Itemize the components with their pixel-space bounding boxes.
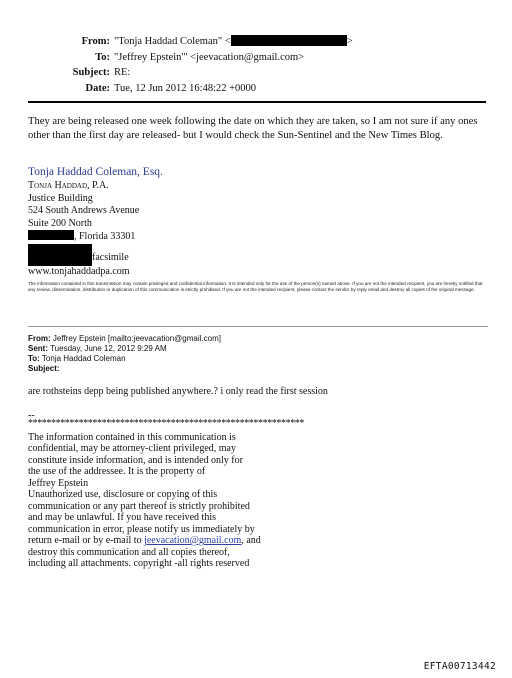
confidentiality-line: destroy this communication and all copies thereof, bbox=[28, 546, 230, 558]
confidentiality-notice bbox=[28, 432, 278, 569]
original-to-label: To: bbox=[28, 354, 40, 363]
confidentiality-line: and may be unlawful. If you have received this bbox=[28, 512, 216, 524]
from-label: From: bbox=[81, 36, 110, 47]
signature-website: www.tonjahaddadpa.com bbox=[28, 265, 130, 277]
signature-suite: Suite 200 North bbox=[28, 217, 92, 229]
original-to-value: Tonja Haddad Coleman bbox=[41, 354, 126, 363]
reply-body: They are being released one week following the date on which they are taken, so I am not sure if any ones other than the first day are released- but I would check the Sun-Sentinel and the New Times Blog. bbox=[28, 116, 478, 141]
confidentiality-line: Unauthorized use, disclosure or copying of this bbox=[28, 489, 218, 501]
original-from-row bbox=[28, 334, 221, 344]
original-from-value: Jeffrey Epstein [mailto:jeevacation@gmail.com] bbox=[52, 334, 221, 343]
to-label: To: bbox=[95, 51, 110, 63]
redaction-box bbox=[28, 244, 92, 266]
confidentiality-line: communication in error, please notify us immediately by bbox=[28, 523, 255, 535]
original-sent-label: Sent: bbox=[28, 344, 48, 353]
signature-city: , Florida 33301 bbox=[74, 231, 136, 243]
confidentiality-line: constitute inside information, and is intended only for bbox=[28, 454, 243, 466]
quote-divider bbox=[28, 326, 488, 327]
from-row bbox=[26, 34, 353, 50]
confidentiality-line: the use of the addressee. It is the property of bbox=[28, 466, 206, 478]
signature-building: Justice Building bbox=[28, 192, 93, 204]
confidentiality-pre-link: return e-mail or by e-mail to bbox=[28, 535, 145, 547]
date-row bbox=[26, 81, 353, 97]
bates-number: EFTA00713442 bbox=[423, 661, 496, 672]
confidentiality-line: Jeffrey Epstein bbox=[28, 477, 89, 489]
date-label: Date: bbox=[85, 82, 110, 94]
from-value: "Tonja Haddad Coleman" < bbox=[114, 36, 231, 47]
confidentiality-line: The information contained in this communication is bbox=[28, 432, 236, 443]
subject-label: Subject: bbox=[72, 67, 110, 79]
from-tail: > bbox=[346, 36, 353, 47]
original-header bbox=[28, 334, 221, 374]
to-value: "Jeffrey Epstein'" <jeevacation@gmail.com> bbox=[114, 51, 305, 63]
original-subject-row bbox=[28, 364, 221, 374]
subject-row bbox=[26, 65, 353, 81]
confidentiality-line: confidential, may be attorney-client privileged, may bbox=[28, 443, 236, 455]
original-body: are rothsteins depp being published anywhere.? i only read the first session bbox=[28, 386, 328, 397]
original-sent-value: Tuesday, June 12, 2012 9:29 AM bbox=[50, 344, 167, 353]
original-from-label: From: bbox=[28, 334, 51, 343]
email-link[interactable]: jeevacation@gmail.com bbox=[144, 535, 242, 547]
signature-firm: Tonja Haddad, P.A. bbox=[28, 180, 109, 191]
header-divider bbox=[28, 101, 486, 103]
signature-fax-row bbox=[28, 244, 163, 266]
redaction-box bbox=[28, 230, 74, 240]
confidentiality-line: communication or any part thereof is strictly prohibited bbox=[28, 500, 250, 512]
confidentiality-link-line bbox=[28, 535, 278, 546]
original-subject-label: Subject: bbox=[28, 364, 60, 373]
confidentiality-line: including all attachments. copyright -all rights reserved bbox=[28, 557, 250, 569]
signature-name: Tonja Haddad Coleman, Esq. bbox=[28, 166, 163, 178]
email-header bbox=[26, 34, 353, 96]
signature-block bbox=[28, 165, 163, 279]
original-to-row bbox=[28, 354, 221, 364]
to-row bbox=[26, 50, 353, 66]
redaction-box bbox=[231, 35, 347, 46]
signature-separator: -- bbox=[28, 410, 35, 421]
signature-street: 524 South Andrews Avenue bbox=[28, 205, 140, 217]
original-sent-row bbox=[28, 344, 221, 354]
confidentiality-post-link: , and bbox=[241, 535, 261, 547]
subject-value: RE: bbox=[114, 67, 131, 79]
signature-fax: facsimile bbox=[92, 251, 129, 263]
date-value: Tue, 12 Jun 2012 16:48:22 +0000 bbox=[114, 82, 257, 94]
transmission-disclaimer: The information contained in this transmission may contain privileged and confidential information. It is intended only for the use of the person(s) named above. If you are not the intended recipient, you are hereby notified that any review, dissemination, distribution or duplication of this communication is strictly prohibited. If you are not the intended recipient, please contact the sender by reply email and destroy all copies of the original message. bbox=[28, 281, 483, 292]
signature-city-row bbox=[28, 230, 163, 244]
asterisk-rule: ************************************************************ bbox=[28, 418, 305, 429]
